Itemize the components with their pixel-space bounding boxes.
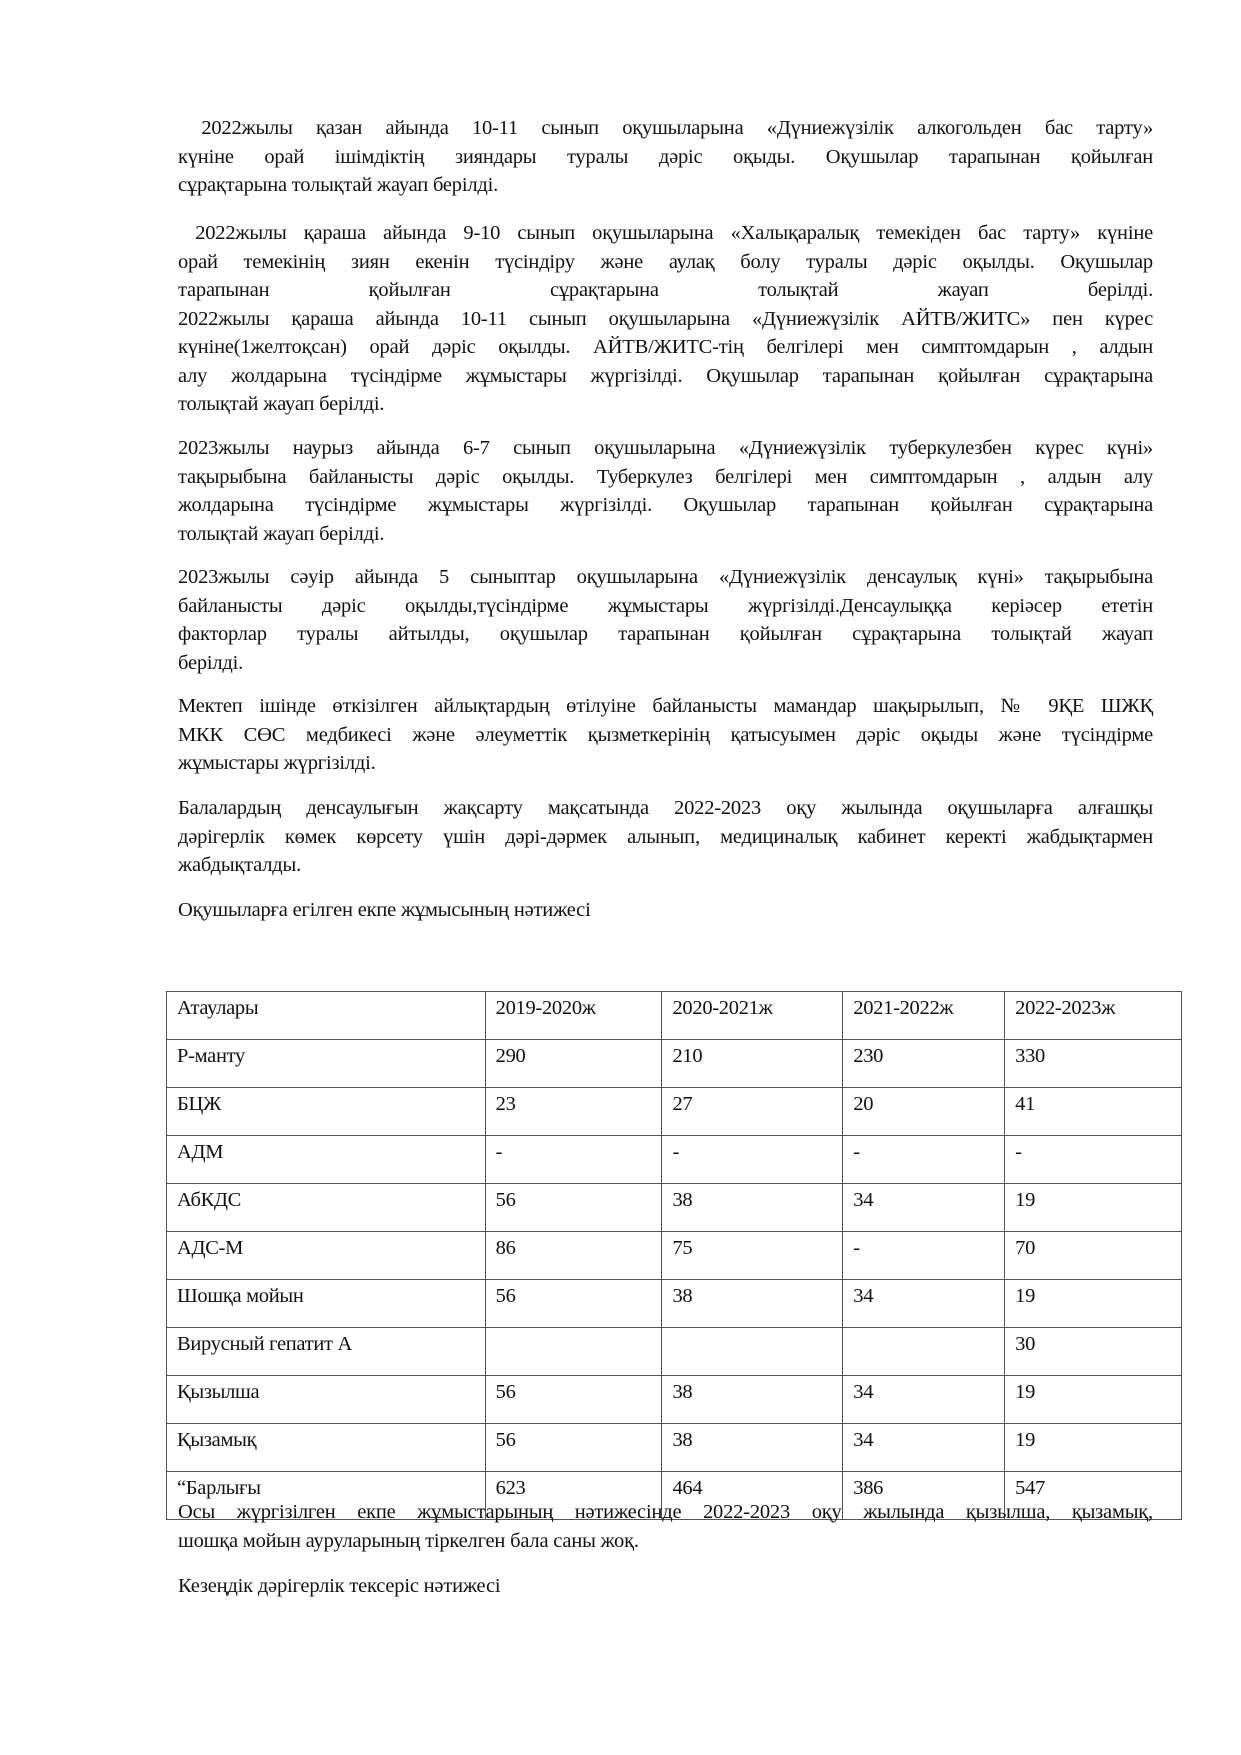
table-cell: 34 (843, 1280, 1005, 1328)
text-line: 2022жылы қазан айында 10-11 сынып оқушыларына «Дүниежүзілік алкогольден бас тарту» (178, 117, 1153, 139)
table-cell: АДС-М (167, 1232, 486, 1280)
table-cell: 19 (1005, 1424, 1182, 1472)
table-cell: Қызылша (167, 1376, 486, 1424)
text-line: толықтай жауап берілді. (178, 393, 385, 415)
table-cell: 230 (843, 1040, 1005, 1088)
table-cell: 38 (662, 1280, 843, 1328)
table-cell: 56 (485, 1424, 662, 1472)
text-line: факторлар туралы айтылды, оқушылар тарапынан қойылған сұрақтарына толықтай жауап (178, 623, 1153, 645)
paragraph-medical-cabinet (178, 794, 1153, 880)
text-line: берілді. (178, 651, 244, 674)
table-cell: Қызамық (167, 1424, 486, 1472)
header-cell: Атаулары (167, 992, 486, 1040)
table-cell (662, 1328, 843, 1376)
table-cell: 30 (1005, 1328, 1182, 1376)
table-cell: - (485, 1136, 662, 1184)
table-header-row (167, 992, 1182, 1040)
header-cell: 2019-2020ж (485, 992, 662, 1040)
table-row (167, 1088, 1182, 1136)
table-cell: 547 (1005, 1472, 1182, 1520)
table-cell: 20 (843, 1088, 1005, 1136)
table-cell: 56 (485, 1280, 662, 1328)
table-cell: - (843, 1136, 1005, 1184)
paragraph-health-day-lecture (178, 563, 1153, 677)
table-cell: 75 (662, 1232, 843, 1280)
text-line: күніне(1желтоқсан) орай дәріс оқылды. АЙТВ/ЖИТС-тің белгілері мен симптомдарын , алдын (178, 336, 1153, 358)
text-line: күніне орай ішімдіктің зияндары туралы дәріс оқыды. Оқушылар тарапынан қойылған (178, 145, 1153, 168)
text-line: 2023жылы сәуір айында 5 сыныптар оқушыларына «Дүниежүзілік денсаулық күні» тақырыбына (178, 566, 1153, 588)
table-cell: 19 (1005, 1376, 1182, 1424)
text-line: тақырыбына байланысты дәріс оқылды. Туберкулез белгілері мен симптомдарын , алдын алу (178, 465, 1153, 488)
table-cell: АДМ (167, 1136, 486, 1184)
table-cell: 34 (843, 1376, 1005, 1424)
paragraph-alcohol-lecture (178, 114, 1153, 200)
text-line: дәрігерлік көмек көрсету үшін дәрі-дәрмек алынып, медициналық кабинет керекті жабдықтармен (178, 825, 1153, 848)
text-line: Мектеп ішінде өткізілген айлықтардың өтілуіне байланысты мамандар шақырылып, № 9ҚЕ ШЖҚ (178, 695, 1153, 717)
text-line: жабдықталды. (178, 854, 301, 876)
text-line: жолдарына түсіндірме жұмыстары жүргізілді. Оқушылар тарапынан қойылған сұрақтарына (178, 494, 1153, 516)
table-cell: Шошқа мойын (167, 1280, 486, 1328)
table-cell: 41 (1005, 1088, 1182, 1136)
header-cell: 2022-2023ж (1005, 992, 1182, 1040)
table-row (167, 1184, 1182, 1232)
table-cell: БЦЖ (167, 1088, 486, 1136)
table-row (167, 1280, 1182, 1328)
paragraph-tobacco-aids-lecture (178, 219, 1153, 419)
table-row (167, 1136, 1182, 1184)
text-line: Балалардың денсаулығын жақсарту мақсатында 2022-2023 оқу жылында оқушыларға алғашқы (178, 797, 1153, 819)
table-cell: 386 (843, 1472, 1005, 1520)
table-cell: Р-манту (167, 1040, 486, 1088)
table-cell: 210 (662, 1040, 843, 1088)
text-line: жұмыстары жүргізілді. (178, 752, 376, 774)
table-cell (485, 1328, 662, 1376)
table-cell: 19 (1005, 1184, 1182, 1232)
text-line: МКК СӨС медбикесі және әлеуметтік қызметкерінің қатысуымен дәріс оқыды және түсіндірме (178, 723, 1153, 746)
table-cell: 290 (485, 1040, 662, 1088)
text-line: 2022жылы қараша айында 10-11 сынып оқушыларына «Дүниежүзілік АЙТВ/ЖИТС» пен күрес (178, 307, 1153, 330)
paragraph-vaccination-result (178, 1498, 1153, 1555)
text-line: тарапынан қойылған сұрақтарына толықтай жауап берілді. (178, 279, 1153, 301)
table-cell: 70 (1005, 1232, 1182, 1280)
table-cell: - (843, 1232, 1005, 1280)
table-cell: 623 (485, 1472, 662, 1520)
header-cell: 2020-2021ж (662, 992, 843, 1040)
text-line: шошқа мойын ауруларының тіркелген бала саны жоқ. (178, 1529, 639, 1552)
table-cell: 34 (843, 1424, 1005, 1472)
table-cell (843, 1328, 1005, 1376)
table-cell: 38 (662, 1424, 843, 1472)
text-line: байланысты дәріс оқылды,түсіндірме жұмыстары жүргізілді.Денсаулыққа керіәсер ететін (178, 594, 1153, 617)
table-cell: - (662, 1136, 843, 1184)
table-cell: 27 (662, 1088, 843, 1136)
table-cell: Вирусный гепатит А (167, 1328, 486, 1376)
table-cell: 19 (1005, 1280, 1182, 1328)
table-row (167, 1424, 1182, 1472)
paragraph-tuberculosis-lecture (178, 434, 1153, 548)
text-line: сұрақтарына толықтай жауап берілді. (178, 174, 499, 196)
text-line: алу жолдарына түсіндірме жұмыстары жүргізілді. Оқушылар тарапынан қойылған сұрақтарына (178, 364, 1153, 387)
table-row (167, 1376, 1182, 1424)
table-cell: 56 (485, 1376, 662, 1424)
header-cell: 2021-2022ж (843, 992, 1005, 1040)
vaccination-table (166, 991, 1182, 1520)
table-cell: 34 (843, 1184, 1005, 1232)
text-line: Оқушыларға егілген екпе жұмысының нәтижесі (178, 899, 591, 921)
table-cell: 23 (485, 1088, 662, 1136)
table-caption (178, 896, 1153, 925)
text-line: Кезеңдік дәрігерлік тексеріс нәтижесі (178, 1575, 501, 1597)
text-line: толықтай жауап берілді. (178, 522, 385, 545)
table-row (167, 1328, 1182, 1376)
table-row (167, 1040, 1182, 1088)
table-row (167, 1232, 1182, 1280)
text-line: 2022жылы қараша айында 9-10 сынып оқушыларына «Халықаралық темекіден бас тарту» күніне (178, 222, 1153, 244)
text-line: орай темекінің зиян екенін түсіндіру және аулақ болу туралы дәріс оқылды. Оқушылар (178, 250, 1153, 273)
section-heading-medical-exam (178, 1572, 1153, 1601)
table-cell: 86 (485, 1232, 662, 1280)
text-line: Осы жүргізілген екпе жұмыстарының нәтижесінде 2022-2023 оқу жылында қызылша, қызамық, (178, 1501, 1153, 1523)
table-cell: - (1005, 1136, 1182, 1184)
table-cell: 464 (662, 1472, 843, 1520)
table-cell: 38 (662, 1184, 843, 1232)
text-line: 2023жылы наурыз айында 6-7 сынып оқушыларына «Дүниежүзілік туберкулезбен күрес күні» (178, 437, 1153, 459)
table-cell: “Барлығы (167, 1472, 486, 1520)
table-cell: 56 (485, 1184, 662, 1232)
table-cell: 38 (662, 1376, 843, 1424)
table-cell: АбКДС (167, 1184, 486, 1232)
table-cell: 330 (1005, 1040, 1182, 1088)
paragraph-specialists (178, 692, 1153, 778)
